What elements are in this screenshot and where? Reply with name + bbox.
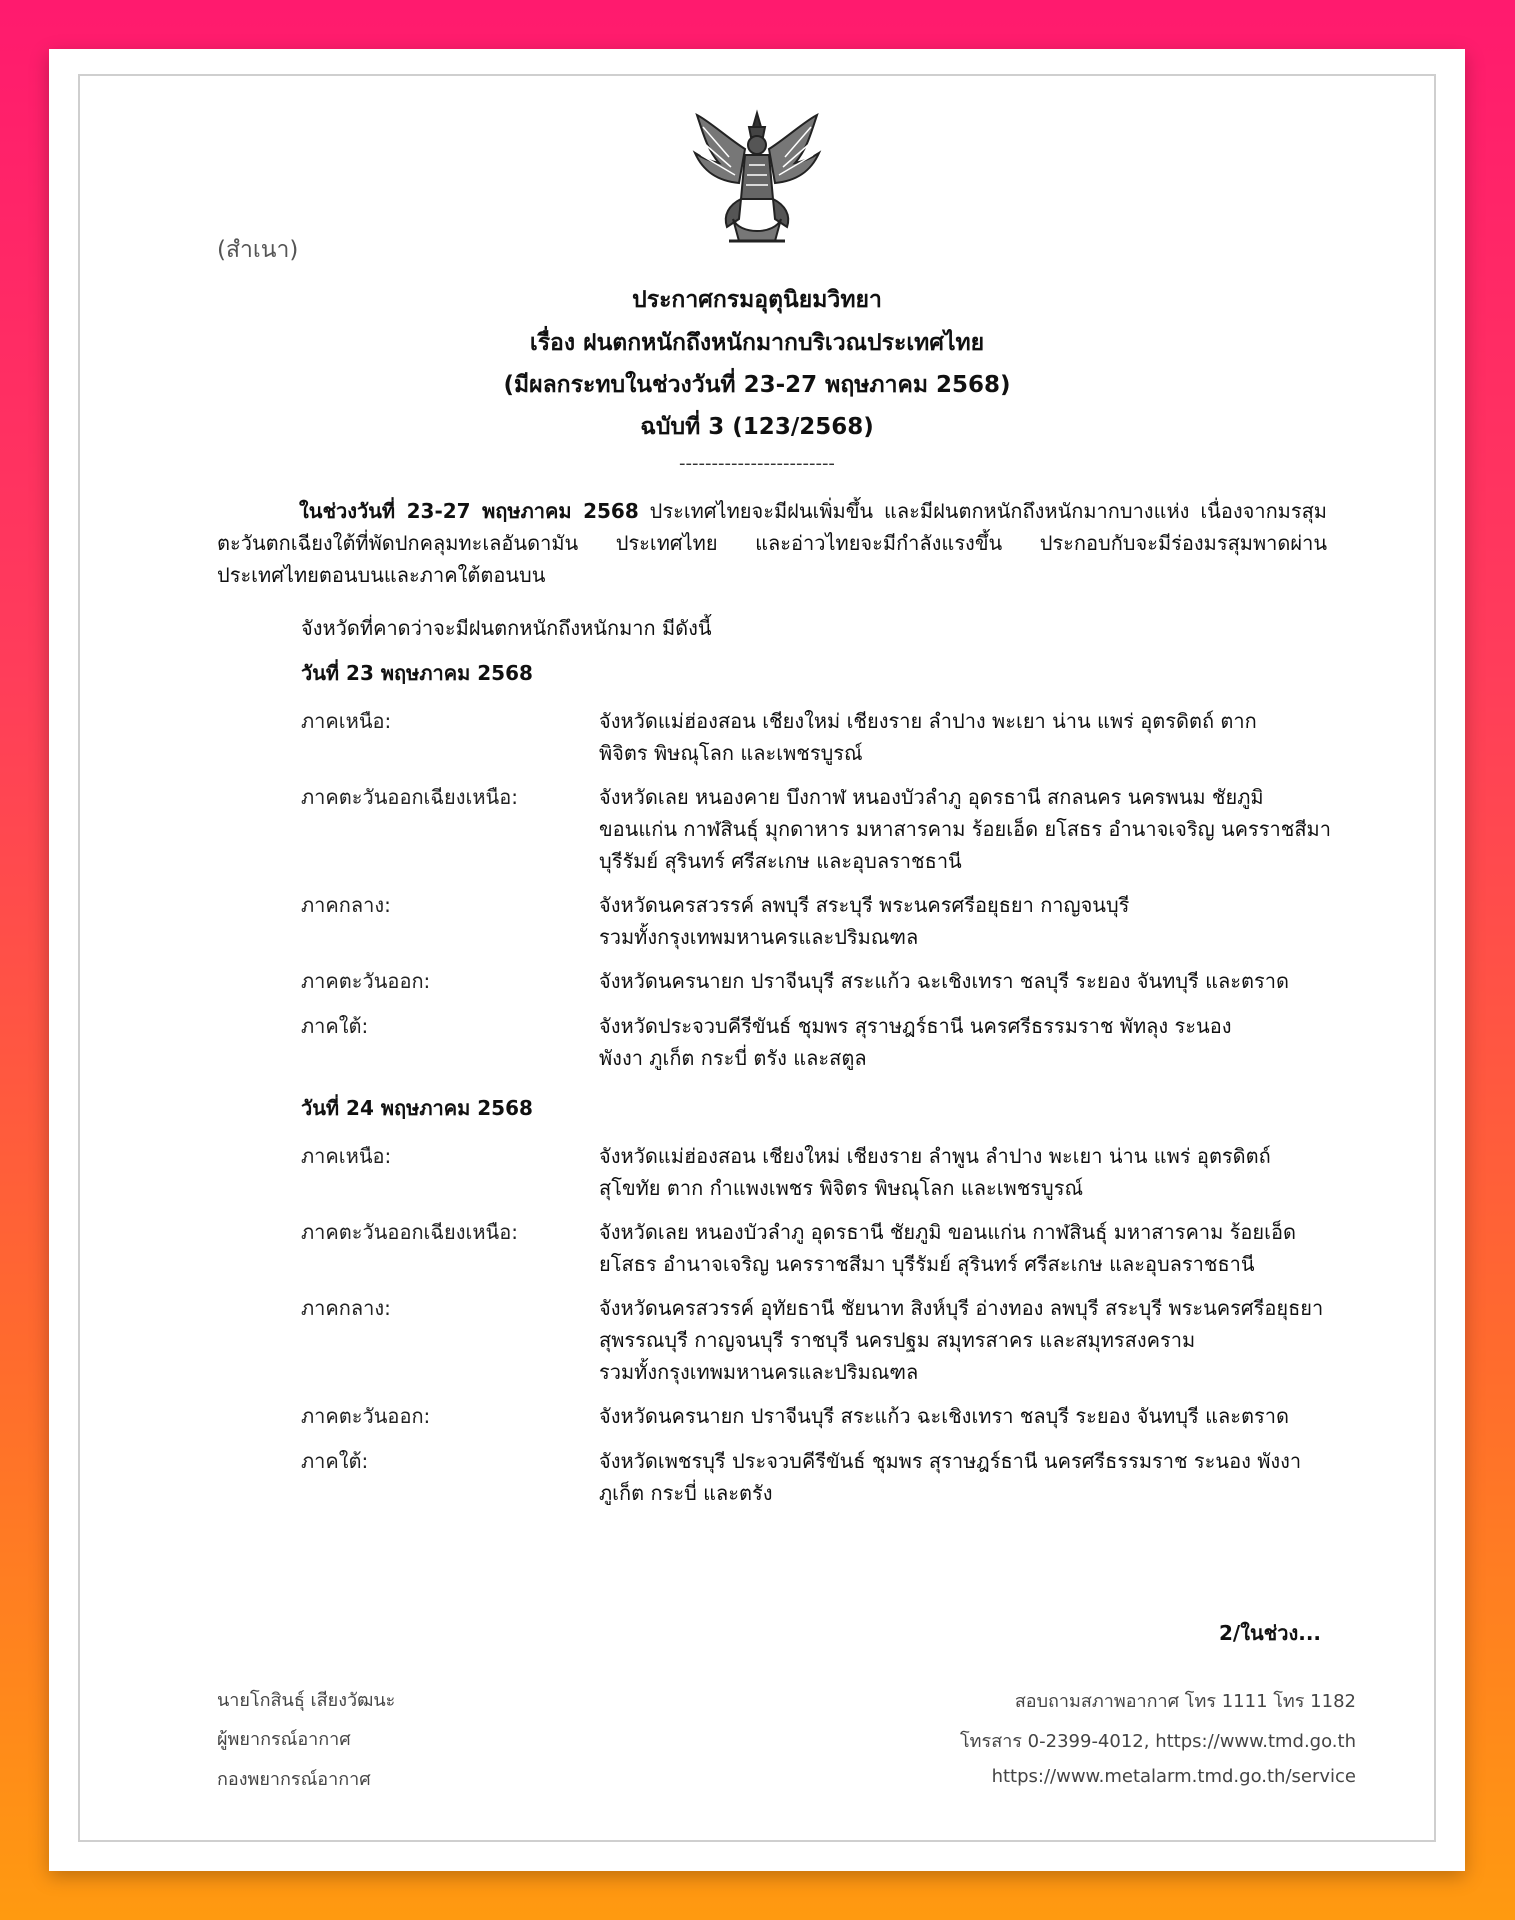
region-provinces: [599, 1445, 1339, 1509]
signature-name: นายโกสินธุ์ เสียงวัฒนะ: [217, 1690, 396, 1711]
region-provinces: [599, 705, 1339, 769]
region-provinces: [599, 1140, 1339, 1204]
provinces-intro: จังหวัดที่คาดว่าจะมีฝนตกหนักถึงหนักมาก มีดังนี้: [301, 616, 712, 640]
province-line: จังหวัดแม่ฮ่องสอน เชียงใหม่ เชียงราย ลำปาง พะเยา น่าน แพร่ อุตรดิตถ์ ตาก: [599, 709, 1257, 733]
region-label: ภาคเหนือ:: [301, 709, 392, 733]
announcement-period: (มีผลกระทบในช่วงวันที่ 23-27 พฤษภาคม 2568): [503, 372, 1011, 398]
province-line: จังหวัดนครสวรรค์ อุทัยธานี ชัยนาท สิงห์บุรี อ่างทอง ลพบุรี สระบุรี พระนครศรีอยุธยา: [599, 1296, 1324, 1320]
province-line: จังหวัดประจวบคีรีขันธ์ ชุมพร สุราษฎร์ธานี นครศรีธรรมราช พัทลุง ระนอง: [599, 1014, 1232, 1038]
region-provinces: [599, 1216, 1339, 1280]
signature-division: กองพยากรณ์อากาศ: [217, 1769, 371, 1790]
region-provinces: [599, 1400, 1339, 1432]
announcement-issue: ฉบับที่ 3 (123/2568): [640, 414, 874, 440]
province-line: สุพรรณบุรี กาญจนบุรี ราชบุรี นครปฐม สมุทรสาคร และสมุทรสงคราม: [599, 1328, 1196, 1352]
region-label: ภาคตะวันออกเฉียงเหนือ:: [301, 785, 518, 809]
region-label: ภาคตะวันออก:: [301, 969, 431, 993]
province-line: จังหวัดแม่ฮ่องสอน เชียงใหม่ เชียงราย ลำพูน ลำปาง พะเยา น่าน แพร่ อุตรดิตถ์: [599, 1144, 1271, 1168]
date-heading-2: วันที่ 24 พฤษภาคม 2568: [301, 1096, 533, 1120]
document-card: [49, 49, 1465, 1871]
region-provinces: [599, 965, 1339, 997]
province-line: รวมทั้งกรุงเทพมหานครและปริมณฑล: [599, 925, 919, 949]
announcement-subject: เรื่อง ฝนตกหนักถึงหนักมากบริเวณประเทศไทย: [529, 330, 985, 356]
province-line: ยโสธร อำนาจเจริญ นครราชสีมา บุรีรัมย์ สุรินทร์ ศรีสะเกษ และอุบลราชธานี: [599, 1252, 1255, 1276]
province-line: จังหวัดเลย หนองคาย บึงกาฬ หนองบัวลำภู อุดรธานี สกลนคร นครพนม ชัยภูมิ: [599, 785, 1264, 809]
province-line: จังหวัดนครนายก ปราจีนบุรี สระแก้ว ฉะเชิงเทรา ชลบุรี ระยอง จันทบุรี และตราด: [599, 1404, 1289, 1428]
document-content: [49, 49, 1465, 1871]
province-line: ขอนแก่น กาฬสินธุ์ มุกดาหาร มหาสารคาม ร้อยเอ็ด ยโสธร อำนาจเจริญ นครราชสีมา: [599, 817, 1331, 841]
region-label: ภาคกลาง:: [301, 893, 391, 917]
intro-text: ประเทศไทยจะมีฝนเพิ่มขึ้น และมีฝนตกหนักถึงหนักมากบางแห่ง เนื่องจากมรสุมตะวันตกเฉียงใต้ที่พัดปกคลุมทะเลอันดามัน ประเทศไทย และอ่าวไทยจะมีกำลังแรงขึ้น ประกอบกับจะมีร่องมรสุมพาดผ่านประเทศไทยตอนบนและภาคใต้ตอนบน: [217, 499, 1327, 587]
province-line: จังหวัดนครนายก ปราจีนบุรี สระแก้ว ฉะเชิงเทรา ชลบุรี ระยอง จันทบุรี และตราด: [599, 969, 1289, 993]
copy-label: (สำเนา): [217, 237, 299, 263]
region-provinces: [599, 1010, 1339, 1074]
province-line: พังงา ภูเก็ต กระบี่ ตรัง และสตูล: [599, 1046, 867, 1070]
province-line: ภูเก็ต กระบี่ และตรัง: [599, 1481, 773, 1505]
province-line: พิจิตร พิษณุโลก และเพชรบูรณ์: [599, 741, 863, 765]
page-continue: 2/ในช่วง...: [1219, 1621, 1322, 1645]
region-provinces: [599, 1292, 1339, 1388]
contact-service-link[interactable]: https://www.metalarm.tmd.go.th/service: [991, 1766, 1356, 1787]
contact-fax-website[interactable]: โทรสาร 0-2399-4012, https://www.tmd.go.th: [960, 1731, 1356, 1752]
region-label: ภาคเหนือ:: [301, 1144, 392, 1168]
province-line: จังหวัดเพชรบุรี ประจวบคีรีขันธ์ ชุมพร สุราษฎร์ธานี นครศรีธรรมราช ระนอง พังงา: [599, 1449, 1302, 1473]
intro-bold: ในช่วงวันที่ 23-27 พฤษภาคม 2568: [299, 499, 639, 523]
province-line: รวมทั้งกรุงเทพมหานครและปริมณฑล: [599, 1360, 919, 1384]
region-label: ภาคตะวันออกเฉียงเหนือ:: [301, 1220, 518, 1244]
garuda-emblem-icon: [689, 109, 825, 249]
contact-phone: สอบถามสภาพอากาศ โทร 1111 โทร 1182: [1014, 1691, 1356, 1712]
intro-paragraph: [217, 495, 1327, 591]
province-line: สุโขทัย ตาก กำแพงเพชร พิจิตร พิษณุโลก และเพชรบูรณ์: [599, 1176, 1084, 1200]
region-label: ภาคใต้:: [301, 1449, 369, 1473]
region-provinces: [599, 781, 1339, 877]
province-line: บุรีรัมย์ สุรินทร์ ศรีสะเกษ และอุบลราชธานี: [599, 849, 962, 873]
date-heading-1: วันที่ 23 พฤษภาคม 2568: [301, 661, 533, 685]
divider-line: ------------------------: [679, 453, 835, 474]
announcement-title: ประกาศกรมอุตุนิยมวิทยา: [632, 287, 882, 313]
signature-position: ผู้พยากรณ์อากาศ: [217, 1729, 351, 1750]
region-label: ภาคกลาง:: [301, 1296, 391, 1320]
region-label: ภาคใต้:: [301, 1014, 369, 1038]
region-label: ภาคตะวันออก:: [301, 1404, 431, 1428]
region-provinces: [599, 889, 1339, 953]
province-line: จังหวัดนครสวรรค์ ลพบุรี สระบุรี พระนครศรีอยุธยา กาญจนบุรี: [599, 893, 1130, 917]
province-line: จังหวัดเลย หนองบัวลำภู อุดรธานี ชัยภูมิ ขอนแก่น กาฬสินธุ์ มหาสารคาม ร้อยเอ็ด: [599, 1220, 1296, 1244]
